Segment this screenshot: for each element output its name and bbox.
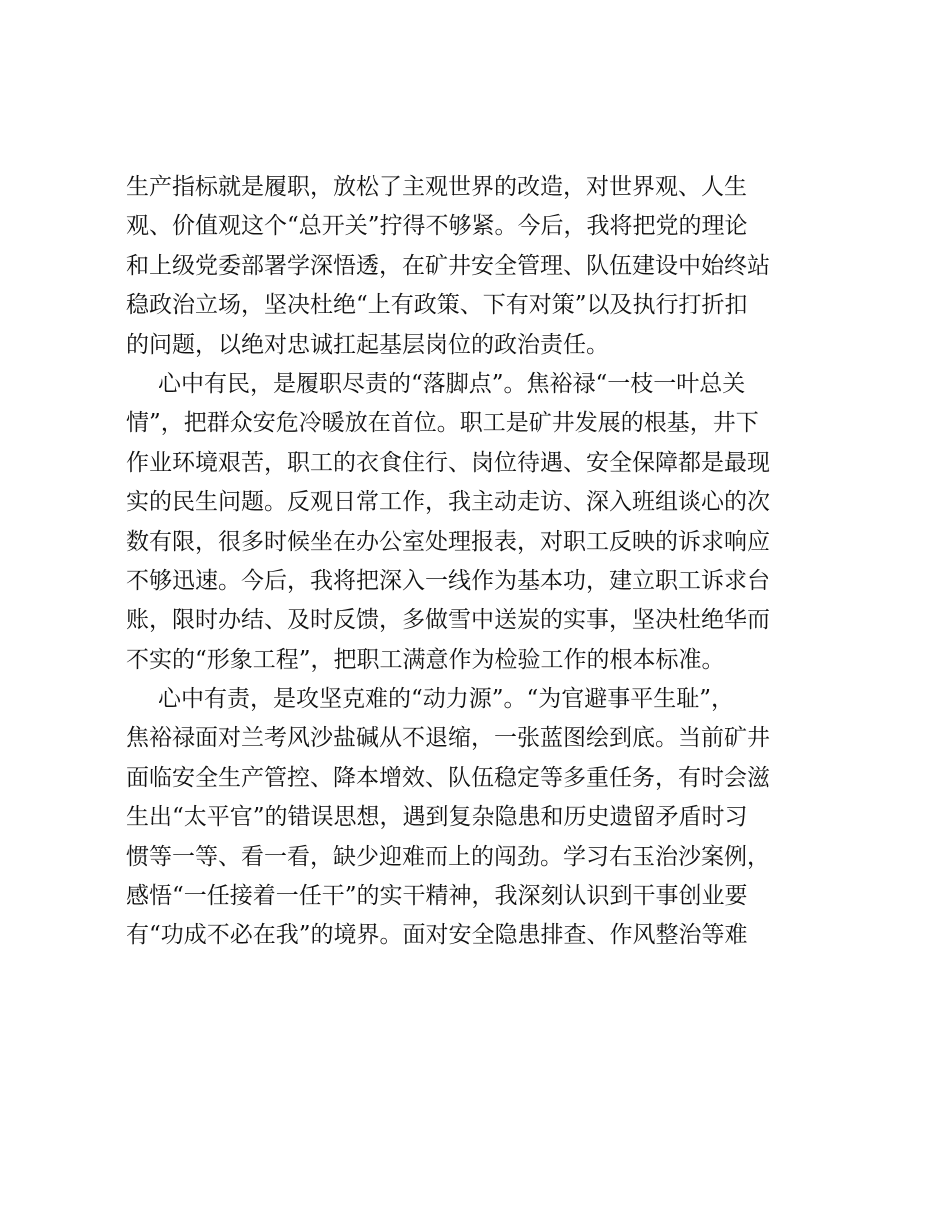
text-line: 和上级党委部署学深悟透，在矿井安全管理、队伍建设中始终站 <box>126 252 770 279</box>
text-line: 焦裕禄面对兰考风沙盐碱从不退缩，一张蓝图绘到底。当前矿井 <box>126 725 770 752</box>
body-text <box>126 168 826 956</box>
paragraph-start-line: 心中有责，是攻坚克难的“动力源”。“为官避事平生耻”， <box>158 686 735 713</box>
text-line: 生产指标就是履职，放松了主观世界的改造，对世界观、人生 <box>126 174 747 200</box>
text-line: 观、价值观这个“总开关”拧得不够紧。今后，我将把党的理论 <box>126 213 748 240</box>
text-line: 的问题，以绝对忠诚扛起基层岗位的政治责任。 <box>126 331 609 358</box>
text-line: 实的民生问题。反观日常工作，我主动走访、深入班组谈心的次 <box>126 489 770 516</box>
text-line: 生出“太平官”的错误思想，遇到复杂隐患和历史遗留矛盾时习 <box>126 804 748 831</box>
text-line: 惯等一等、看一看，缺少迎难而上的闯劲。学习右玉治沙案例， <box>126 843 770 870</box>
text-line: 面临安全生产管控、降本增效、队伍稳定等多重任务，有时会滋 <box>126 764 770 791</box>
text-line: 稳政治立场，坚决杜绝“上有政策、下有对策”以及执行打折扣 <box>126 292 748 319</box>
text-line: 不够迅速。今后，我将把深入一线作为基本功，建立职工诉求台 <box>126 567 770 594</box>
text-line: 账，限时办结、及时反馈，多做雪中送炭的实事，坚决杜绝华而 <box>126 607 770 634</box>
text-line: 不实的“形象工程”，把职工满意作为检验工作的根本标准。 <box>126 646 725 673</box>
text-line: 情”，把群众安危冷暖放在首位。职工是矿井发展的根基，井下 <box>126 410 759 437</box>
text-line: 作业环境艰苦，职工的衣食住行、岗位待遇、安全保障都是最现 <box>126 449 770 476</box>
paragraph-start-line: 心中有民，是履职尽责的“落脚点”。焦裕禄“一枝一叶总关 <box>158 370 746 397</box>
text-line: 有“功成不必在我”的境界。面对安全隐患排查、作风整治等难 <box>126 922 748 949</box>
text-line: 感悟“一任接着一任干”的实干精神，我深刻认识到干事创业要 <box>126 883 748 910</box>
text-line: 数有限，很多时候坐在办公室处理报表，对职工反映的诉求响应 <box>126 528 770 555</box>
